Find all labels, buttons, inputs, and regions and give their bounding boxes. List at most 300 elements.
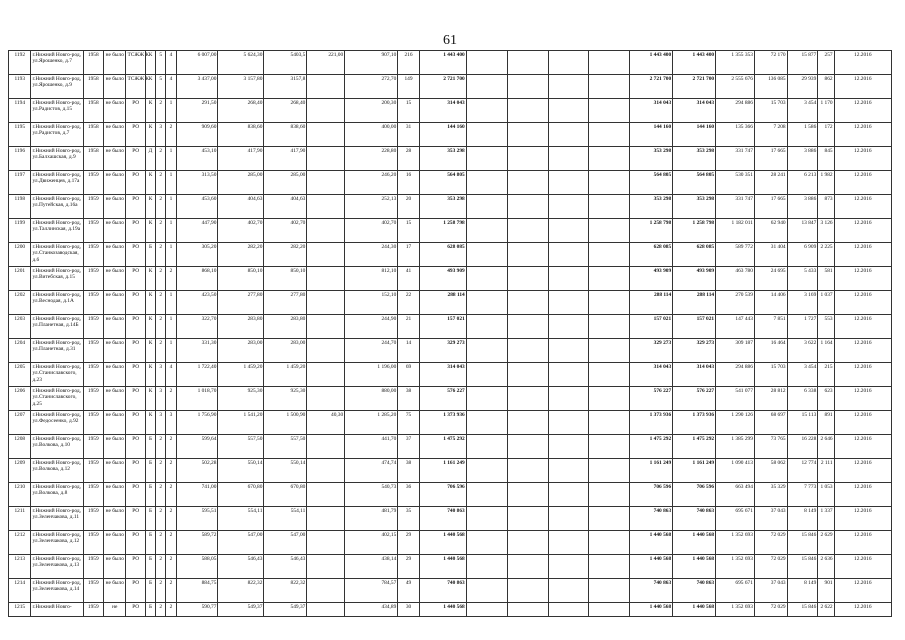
cell-extra-2 (507, 339, 548, 363)
cell-floors: 2 (156, 603, 166, 617)
cell-row-number: 1195 (9, 123, 31, 147)
cell-entrances: 2 (166, 387, 176, 411)
cell-total-cost: 353 298 (419, 147, 466, 171)
cell-extra-2 (507, 531, 548, 555)
cell-residential-area: 285,00 (264, 171, 307, 195)
cell-address: г.Нижний Новго- (31, 603, 83, 617)
cell-residents: 28 (398, 147, 419, 171)
cell-extra-4 (589, 147, 630, 171)
cell-extra-1 (466, 51, 507, 75)
cell-cost-total-2: 288 114 (630, 291, 673, 315)
cell-nonresidential-area: 221,00 (307, 51, 345, 75)
cell-residential-area: 670,80 (264, 483, 307, 507)
capital-repair-table (8, 50, 892, 617)
cell-build-year: 1959 (83, 219, 103, 243)
cell-row-number: 1200 (9, 243, 31, 267)
cell-cost-total-2: 1 443 400 (630, 51, 673, 75)
cell-cost-total-3: 628 085 (673, 243, 716, 267)
cell-extra-3 (548, 315, 589, 339)
cell-living-premises-area: 546,43 (218, 555, 264, 579)
cell-total-cost: 2 721 700 (419, 75, 466, 99)
cell-entrances: 3 (166, 411, 176, 435)
cell-municipal-share: 8 149 (787, 579, 818, 603)
cell-cost-total-3: 1 373 936 (673, 411, 716, 435)
cell-municipal-share: 15 877 (787, 51, 818, 75)
cell-cost-total-3: 353 298 (673, 195, 716, 219)
cell-extra-4 (589, 507, 630, 531)
cell-specific-cost: 901 (818, 579, 834, 603)
cell-fund-share: 695 671 (716, 579, 755, 603)
cell-completion-date: 12.2016 (834, 339, 891, 363)
cell-common-area: 246,20 (345, 171, 398, 195)
cell-living-premises-area: 670,80 (218, 483, 264, 507)
cell-fund-share: 1 290 126 (716, 411, 755, 435)
cell-region-share: 16 464 (754, 339, 787, 363)
table-row (9, 243, 892, 267)
cell-region-share: 72 029 (754, 531, 787, 555)
cell-completion-date: 12.2016 (834, 243, 891, 267)
table-row (9, 171, 892, 195)
cell-management-form: ТСЖЖ К (126, 51, 145, 75)
cell-extra-1 (466, 435, 507, 459)
cell-management-form: РО (126, 267, 145, 291)
cell-extra-1 (466, 219, 507, 243)
cell-total-cost: 740 863 (419, 507, 466, 531)
cell-cost-total-3: 314 043 (673, 99, 716, 123)
cell-completion-date: 12.2016 (834, 171, 891, 195)
cell-living-premises-area: 1 541,20 (218, 411, 264, 435)
cell-residents: 69 (398, 363, 419, 387)
cell-total-cost: 1 443 400 (419, 51, 466, 75)
cell-nonresidential-area (307, 123, 345, 147)
cell-wall-material: К (145, 75, 155, 99)
cell-cost-total-2: 564 805 (630, 171, 673, 195)
cell-extra-2 (507, 315, 548, 339)
cell-entrances: 2 (166, 603, 176, 617)
table-row (9, 219, 892, 243)
cell-residential-area: 282,20 (264, 243, 307, 267)
cell-build-year: 1958 (83, 51, 103, 75)
cell-cost-total-3: 314 043 (673, 363, 716, 387)
cell-extra-2 (507, 291, 548, 315)
cell-entrances: 2 (166, 123, 176, 147)
cell-living-premises-area: 550,14 (218, 459, 264, 483)
cell-residential-area: 925,30 (264, 387, 307, 411)
cell-fund-share: 1 182 011 (716, 219, 755, 243)
cell-prior-repair: не было (104, 75, 126, 99)
cell-extra-2 (507, 579, 548, 603)
cell-total-area: 453,10 (176, 147, 218, 171)
cell-extra-3 (548, 387, 589, 411)
cell-prior-repair: не было (104, 483, 126, 507)
cell-living-premises-area: 283,80 (218, 315, 264, 339)
cell-region-share: 7 851 (754, 315, 787, 339)
cell-common-area: 441,70 (345, 435, 398, 459)
cell-entrances: 1 (166, 99, 176, 123)
cell-fund-share: 294 886 (716, 99, 755, 123)
cell-common-area: 402,70 (345, 219, 398, 243)
cell-wall-material: Б (145, 507, 155, 531)
cell-entrances: 2 (166, 507, 176, 531)
cell-specific-cost: 1 170 (818, 99, 834, 123)
cell-residential-area: 850,10 (264, 267, 307, 291)
cell-extra-2 (507, 363, 548, 387)
cell-prior-repair: не было (104, 123, 126, 147)
cell-common-area: 1 285,20 (345, 411, 398, 435)
cell-common-area: 244,30 (345, 243, 398, 267)
cell-total-cost: 329 273 (419, 339, 466, 363)
cell-residents: 35 (398, 507, 419, 531)
cell-total-cost: 564 805 (419, 171, 466, 195)
cell-municipal-share: 15 846 (787, 555, 818, 579)
cell-residents: 36 (398, 483, 419, 507)
cell-build-year: 1958 (83, 123, 103, 147)
cell-total-cost: 1 373 936 (419, 411, 466, 435)
cell-residents: 41 (398, 267, 419, 291)
cell-extra-2 (507, 267, 548, 291)
cell-row-number: 1194 (9, 99, 31, 123)
cell-fund-share: 541 077 (716, 387, 755, 411)
cell-residential-area: 3157,8 (264, 75, 307, 99)
cell-cost-total-2: 1 258 798 (630, 219, 673, 243)
cell-completion-date: 12.2016 (834, 75, 891, 99)
cell-nonresidential-area (307, 219, 345, 243)
cell-fund-share: 1 352 693 (716, 531, 755, 555)
cell-build-year: 1959 (83, 531, 103, 555)
cell-nonresidential-area (307, 603, 345, 617)
cell-extra-1 (466, 99, 507, 123)
cell-extra-4 (589, 363, 630, 387)
cell-common-area: 540,73 (345, 483, 398, 507)
cell-fund-share: 309 187 (716, 339, 755, 363)
cell-prior-repair: не было (104, 459, 126, 483)
cell-extra-2 (507, 483, 548, 507)
cell-build-year: 1959 (83, 387, 103, 411)
cell-completion-date: 12.2016 (834, 411, 891, 435)
cell-cost-total-2: 628 085 (630, 243, 673, 267)
cell-region-share: 14 406 (754, 291, 787, 315)
cell-cost-total-3: 1 440 568 (673, 603, 716, 617)
cell-prior-repair: не было (104, 435, 126, 459)
cell-prior-repair: не было (104, 171, 126, 195)
cell-completion-date: 12.2016 (834, 387, 891, 411)
cell-nonresidential-area (307, 579, 345, 603)
cell-extra-3 (548, 123, 589, 147)
cell-completion-date: 12.2016 (834, 267, 891, 291)
cell-specific-cost: 862 (818, 75, 834, 99)
table-row (9, 339, 892, 363)
cell-region-share: 136 085 (754, 75, 787, 99)
cell-extra-1 (466, 579, 507, 603)
cell-wall-material: К (145, 315, 155, 339)
cell-common-area: 400,00 (345, 123, 398, 147)
cell-living-premises-area: 925,30 (218, 387, 264, 411)
cell-total-area: 599,64 (176, 435, 218, 459)
cell-entrances: 2 (166, 459, 176, 483)
cell-address: г.Нижний Новго-род, ул.Зеленчакова, д.12 (31, 531, 83, 555)
cell-cost-total-2: 1 440 568 (630, 531, 673, 555)
cell-floors: 2 (156, 147, 166, 171)
cell-cost-total-3: 1 258 798 (673, 219, 716, 243)
cell-address: г.Нижний Новго-род, ул.Зеленчакова, д.14 (31, 579, 83, 603)
cell-residential-area: 402,70 (264, 219, 307, 243)
cell-prior-repair: не было (104, 291, 126, 315)
cell-municipal-share: 3 622 (787, 339, 818, 363)
cell-extra-1 (466, 123, 507, 147)
cell-total-cost: 353 298 (419, 195, 466, 219)
cell-cost-total-3: 576 227 (673, 387, 716, 411)
cell-entrances: 1 (166, 195, 176, 219)
cell-total-cost: 628 085 (419, 243, 466, 267)
cell-floors: 3 (156, 387, 166, 411)
cell-extra-1 (466, 363, 507, 387)
cell-build-year: 1959 (83, 459, 103, 483)
cell-region-share: 28 241 (754, 171, 787, 195)
cell-fund-share: 147 443 (716, 315, 755, 339)
cell-management-form: РО (126, 555, 145, 579)
table-row (9, 603, 892, 617)
table-row (9, 267, 892, 291)
cell-extra-4 (589, 75, 630, 99)
cell-residents: 16 (398, 171, 419, 195)
cell-cost-total-2: 329 273 (630, 339, 673, 363)
cell-region-share: 72 029 (754, 555, 787, 579)
cell-extra-2 (507, 123, 548, 147)
cell-fund-share: 270 539 (716, 291, 755, 315)
cell-living-premises-area: 282,20 (218, 243, 264, 267)
cell-management-form: РО (126, 483, 145, 507)
cell-municipal-share: 7 773 (787, 483, 818, 507)
cell-common-area: 152,10 (345, 291, 398, 315)
cell-common-area: 402,15 (345, 531, 398, 555)
cell-residents: 149 (398, 75, 419, 99)
cell-extra-4 (589, 435, 630, 459)
cell-address: г.Нижний Новго-род, ул.Радистов, д.7 (31, 123, 83, 147)
cell-row-number: 1204 (9, 339, 31, 363)
cell-entrances: 4 (166, 363, 176, 387)
cell-total-area: 590,77 (176, 603, 218, 617)
cell-extra-4 (589, 195, 630, 219)
cell-residential-area: 404,63 (264, 195, 307, 219)
cell-extra-3 (548, 51, 589, 75)
cell-municipal-share: 6 909 (787, 243, 818, 267)
cell-address: г.Нижний Новго-род, ул.Веснодая, д.1А (31, 291, 83, 315)
cell-entrances: 2 (166, 555, 176, 579)
cell-extra-1 (466, 459, 507, 483)
cell-nonresidential-area (307, 387, 345, 411)
cell-extra-3 (548, 243, 589, 267)
cell-total-cost: 576 227 (419, 387, 466, 411)
cell-completion-date: 12.2016 (834, 459, 891, 483)
cell-build-year: 1959 (83, 579, 103, 603)
cell-floors: 2 (156, 339, 166, 363)
cell-entrances: 1 (166, 147, 176, 171)
cell-extra-3 (548, 291, 589, 315)
cell-management-form: РО (126, 507, 145, 531)
cell-region-share: 31 404 (754, 243, 787, 267)
cell-residents: 22 (398, 291, 419, 315)
cell-total-area: 291,50 (176, 99, 218, 123)
cell-region-share: 17 665 (754, 195, 787, 219)
cell-cost-total-2: 1 373 936 (630, 411, 673, 435)
cell-nonresidential-area (307, 291, 345, 315)
cell-residential-area: 417,90 (264, 147, 307, 171)
cell-living-premises-area: 417,90 (218, 147, 264, 171)
cell-address: г.Нижний Новго-род, ул.Путейская, д.16а (31, 195, 83, 219)
cell-total-area: 447,90 (176, 219, 218, 243)
cell-extra-3 (548, 603, 589, 617)
cell-extra-4 (589, 243, 630, 267)
cell-wall-material: К (145, 411, 155, 435)
cell-nonresidential-area (307, 459, 345, 483)
cell-region-share: 15 703 (754, 99, 787, 123)
cell-entrances: 4 (166, 51, 176, 75)
cell-management-form: РО (126, 603, 145, 617)
cell-cost-total-3: 706 596 (673, 483, 716, 507)
cell-extra-3 (548, 435, 589, 459)
cell-specific-cost: 2 646 (818, 435, 834, 459)
cell-cost-total-3: 1 161 249 (673, 459, 716, 483)
cell-extra-1 (466, 171, 507, 195)
cell-row-number: 1193 (9, 75, 31, 99)
cell-management-form: РО (126, 123, 145, 147)
cell-common-area: 438,14 (345, 555, 398, 579)
cell-build-year: 1959 (83, 267, 103, 291)
cell-residential-area: 277,80 (264, 291, 307, 315)
table-row (9, 123, 892, 147)
cell-region-share: 17 665 (754, 147, 787, 171)
cell-wall-material: К (145, 219, 155, 243)
cell-entrances: 1 (166, 339, 176, 363)
cell-prior-repair: не (104, 603, 126, 617)
cell-build-year: 1958 (83, 147, 103, 171)
cell-address: г.Нижний Новго-род, ул.Планетная, д.14Б (31, 315, 83, 339)
cell-total-cost: 288 114 (419, 291, 466, 315)
cell-row-number: 1212 (9, 531, 31, 555)
cell-common-area: 244,90 (345, 315, 398, 339)
cell-common-area: 252,13 (345, 195, 398, 219)
cell-region-share: 35 329 (754, 483, 787, 507)
cell-cost-total-3: 288 114 (673, 291, 716, 315)
cell-extra-1 (466, 531, 507, 555)
cell-extra-3 (548, 483, 589, 507)
page-number: 61 (443, 33, 457, 48)
cell-cost-total-3: 353 298 (673, 147, 716, 171)
cell-specific-cost: 845 (818, 147, 834, 171)
cell-fund-share: 331 747 (716, 147, 755, 171)
cell-specific-cost: 172 (818, 123, 834, 147)
cell-completion-date: 12.2016 (834, 99, 891, 123)
cell-completion-date: 12.2016 (834, 363, 891, 387)
cell-cost-total-3: 157 021 (673, 315, 716, 339)
table-row (9, 507, 892, 531)
cell-completion-date: 12.2016 (834, 51, 891, 75)
cell-specific-cost: 2 629 (818, 531, 834, 555)
cell-specific-cost: 1 164 (818, 339, 834, 363)
cell-extra-4 (589, 291, 630, 315)
cell-completion-date: 12.2016 (834, 483, 891, 507)
cell-municipal-share: 16 228 (787, 435, 818, 459)
cell-total-cost: 157 021 (419, 315, 466, 339)
cell-cost-total-3: 493 909 (673, 267, 716, 291)
cell-nonresidential-area (307, 339, 345, 363)
cell-extra-4 (589, 483, 630, 507)
cell-build-year: 1959 (83, 315, 103, 339)
cell-fund-share: 463 780 (716, 267, 755, 291)
cell-prior-repair: не было (104, 507, 126, 531)
cell-extra-1 (466, 147, 507, 171)
cell-total-area: 589,72 (176, 531, 218, 555)
cell-prior-repair: не было (104, 315, 126, 339)
cell-address: г.Нижний Новго-род, ул.Федосеенко, д.92 (31, 411, 83, 435)
cell-extra-1 (466, 507, 507, 531)
cell-total-area: 322,70 (176, 315, 218, 339)
cell-residents: 38 (398, 459, 419, 483)
cell-residential-area: 283,00 (264, 339, 307, 363)
cell-completion-date: 12.2016 (834, 603, 891, 617)
cell-cost-total-2: 353 298 (630, 195, 673, 219)
cell-floors: 3 (156, 363, 166, 387)
cell-living-premises-area: 283,00 (218, 339, 264, 363)
cell-extra-4 (589, 219, 630, 243)
cell-extra-1 (466, 315, 507, 339)
cell-extra-2 (507, 387, 548, 411)
cell-total-cost: 493 909 (419, 267, 466, 291)
cell-floors: 2 (156, 531, 166, 555)
cell-address: г.Нижний Новго-род, ул.Балхашская, д.9 (31, 147, 83, 171)
cell-management-form: РО (126, 531, 145, 555)
cell-living-premises-area: 549,37 (218, 603, 264, 617)
cell-extra-3 (548, 579, 589, 603)
cell-prior-repair: не было (104, 51, 126, 75)
cell-total-area: 1 756,90 (176, 411, 218, 435)
cell-nonresidential-area (307, 483, 345, 507)
cell-floors: 2 (156, 507, 166, 531)
cell-extra-2 (507, 411, 548, 435)
cell-total-area: 313,50 (176, 171, 218, 195)
cell-total-cost: 1 258 798 (419, 219, 466, 243)
cell-wall-material: К (145, 267, 155, 291)
cell-living-premises-area: 404,63 (218, 195, 264, 219)
cell-municipal-share: 13 847 (787, 219, 818, 243)
cell-total-area: 6 007,00 (176, 51, 218, 75)
cell-living-premises-area: 402,70 (218, 219, 264, 243)
cell-cost-total-2: 157 021 (630, 315, 673, 339)
cell-residential-area: 268,40 (264, 99, 307, 123)
cell-total-area: 423,50 (176, 291, 218, 315)
cell-extra-2 (507, 507, 548, 531)
cell-extra-3 (548, 507, 589, 531)
cell-wall-material: К (145, 123, 155, 147)
cell-row-number: 1206 (9, 387, 31, 411)
cell-address: г.Нижний Новго-род, ул.Витебская, д.15 (31, 267, 83, 291)
cell-total-area: 588,05 (176, 555, 218, 579)
cell-extra-3 (548, 267, 589, 291)
cell-prior-repair: не было (104, 99, 126, 123)
cell-completion-date: 12.2016 (834, 507, 891, 531)
cell-extra-2 (507, 435, 548, 459)
cell-cost-total-3: 1 440 568 (673, 555, 716, 579)
cell-extra-3 (548, 555, 589, 579)
cell-address: г.Нижний Новго-род, ул.Зеленчакова, д.13 (31, 555, 83, 579)
cell-build-year: 1958 (83, 75, 103, 99)
cell-row-number: 1192 (9, 51, 31, 75)
cell-living-premises-area: 1 459,20 (218, 363, 264, 387)
cell-extra-1 (466, 267, 507, 291)
cell-row-number: 1203 (9, 315, 31, 339)
cell-living-premises-area: 268,40 (218, 99, 264, 123)
cell-cost-total-3: 2 721 700 (673, 75, 716, 99)
